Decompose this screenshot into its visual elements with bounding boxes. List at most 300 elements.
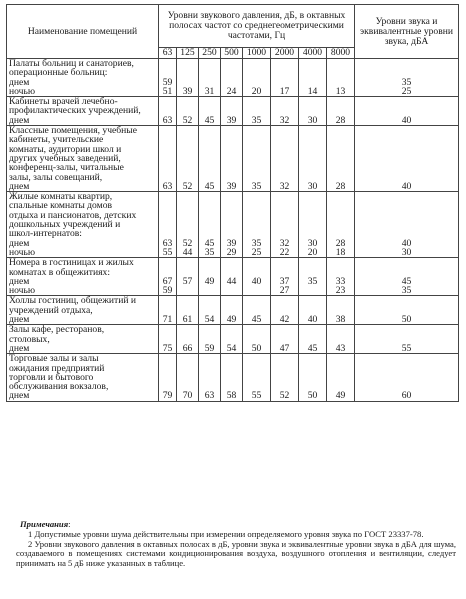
value (159, 145, 176, 154)
value (177, 364, 198, 373)
value (177, 373, 198, 382)
value (327, 335, 354, 344)
value (221, 296, 242, 305)
value (177, 154, 198, 163)
spl-cell (159, 325, 177, 354)
value: 52 (182, 238, 193, 248)
room-name-line: днем (9, 181, 30, 192)
value (199, 258, 220, 267)
value (327, 296, 354, 305)
spl-cell (299, 59, 327, 97)
notes-section (16, 520, 456, 569)
value (355, 154, 458, 163)
value (327, 163, 354, 172)
room-name-line: Залы кафе, ресторанов, (9, 325, 105, 335)
value (271, 59, 298, 68)
value (271, 126, 298, 135)
value (355, 354, 458, 363)
value: 32 (279, 181, 290, 192)
spl-cell (299, 126, 327, 192)
room-name-line: конференц-залы, читальные (9, 163, 124, 173)
value (243, 126, 270, 135)
value: 79 (162, 391, 173, 401)
value (199, 154, 220, 163)
value (159, 229, 176, 238)
value (271, 135, 298, 144)
value (159, 97, 176, 106)
spl-cell (327, 126, 355, 192)
spl-cell (243, 59, 271, 97)
value (177, 306, 198, 315)
value (271, 97, 298, 106)
value (159, 173, 176, 182)
spl-cell (271, 296, 299, 325)
value (177, 268, 198, 277)
spl-cell (177, 192, 199, 258)
value: 45 (204, 181, 215, 192)
value (177, 211, 198, 220)
spl-cell (221, 59, 243, 97)
room-name-line: отдыха и пансионатов, детских (9, 210, 137, 221)
value (243, 296, 270, 305)
value: 27 (279, 286, 290, 296)
value (299, 78, 326, 87)
spl-cell (159, 354, 177, 401)
value: 39 (182, 86, 193, 97)
value (221, 229, 242, 238)
spl-cell (159, 126, 177, 192)
value: 14 (307, 86, 318, 97)
value: 50 (401, 315, 412, 325)
value: 54 (204, 315, 215, 325)
value: 39 (226, 181, 237, 192)
value (199, 373, 220, 382)
value (199, 229, 220, 238)
value (299, 145, 326, 154)
value (355, 173, 458, 182)
spl-cell (243, 325, 271, 354)
value (271, 68, 298, 77)
value (327, 154, 354, 163)
value: 25 (251, 247, 262, 258)
value (271, 154, 298, 163)
value (355, 201, 458, 210)
sound-level-cell (355, 258, 459, 296)
value: 54 (226, 343, 237, 354)
value (355, 220, 458, 229)
room-name-line: ожидания предприятий (9, 363, 105, 373)
room-name-cell (7, 126, 159, 192)
room-name-line: Холлы гостиниц, общежитий и (9, 296, 137, 306)
value: 55 (162, 247, 173, 258)
room-name-line: школ-интернатов: (9, 229, 82, 239)
spl-cell (177, 258, 199, 296)
value (243, 325, 270, 334)
spl-cell (177, 126, 199, 192)
table-row (7, 126, 459, 192)
value (299, 382, 326, 391)
value (355, 106, 458, 115)
value (199, 306, 220, 315)
value: 28 (335, 115, 346, 126)
value (199, 201, 220, 210)
spl-cell (243, 296, 271, 325)
value: 30 (307, 181, 318, 192)
spl-cell (299, 354, 327, 401)
room-name-cell (7, 59, 159, 97)
spl-cell (299, 258, 327, 296)
spl-cell (243, 126, 271, 192)
spl-cell (221, 192, 243, 258)
value: 49 (204, 276, 215, 287)
value (271, 78, 298, 87)
room-name-line: спальные комнаты домов (9, 201, 113, 211)
value (355, 211, 458, 220)
value (177, 78, 198, 87)
value: 40 (401, 115, 412, 126)
spl-cell (271, 126, 299, 192)
sound-level-cell (355, 325, 459, 354)
value: 20 (307, 247, 318, 258)
value (221, 97, 242, 106)
header-sound-level: Уровни звука и эквивалентные уровни звука, дБА (355, 5, 459, 59)
value (221, 306, 242, 315)
spl-cell (243, 258, 271, 296)
value: 45 (251, 315, 262, 325)
value: 42 (279, 315, 290, 325)
value (199, 286, 220, 295)
value (221, 201, 242, 210)
value (299, 211, 326, 220)
value (243, 354, 270, 363)
frequency-header-250: 250 (199, 48, 221, 59)
value (159, 220, 176, 229)
value (159, 126, 176, 135)
value (177, 296, 198, 305)
value (221, 373, 242, 382)
value (159, 135, 176, 144)
table-body (7, 59, 459, 402)
value (271, 306, 298, 315)
note-item-1: 1 Допустимые уровни шума действительны при измерении определяемого уровня звука по ГОСТ 23337-78. (28, 528, 424, 539)
table-row (7, 354, 459, 401)
value (243, 335, 270, 344)
value: 35 (401, 286, 412, 296)
spl-cell (299, 296, 327, 325)
spl-cell (271, 325, 299, 354)
value (355, 145, 458, 154)
value (159, 325, 176, 334)
value (221, 335, 242, 344)
value: 35 (307, 276, 318, 287)
spl-cell (243, 354, 271, 401)
value: 52 (182, 181, 193, 192)
value: 29 (226, 247, 237, 258)
value (199, 163, 220, 172)
room-name-cell (7, 97, 159, 126)
value: 50 (251, 343, 262, 354)
value: 28 (335, 181, 346, 192)
frequency-header-63: 63 (159, 48, 177, 59)
value: 47 (279, 343, 290, 354)
value: 35 (251, 115, 262, 126)
spl-cell (327, 296, 355, 325)
value (271, 258, 298, 267)
value: 44 (226, 276, 237, 287)
value (355, 59, 458, 68)
value (221, 126, 242, 135)
room-name-line: комнатах в общежитиях: (9, 267, 110, 277)
value (355, 325, 458, 334)
value: 18 (335, 247, 346, 258)
value (355, 229, 458, 238)
frequency-header-500: 500 (221, 48, 243, 59)
value: 75 (162, 343, 173, 354)
value (159, 68, 176, 77)
spl-cell (271, 97, 299, 126)
value (355, 296, 458, 305)
value (299, 201, 326, 210)
frequency-header-2000: 2000 (271, 48, 299, 59)
spl-cell (199, 97, 221, 126)
room-name-line: днем (9, 238, 30, 248)
value (243, 268, 270, 277)
value (199, 97, 220, 106)
room-name-line: Палаты больниц и санаториев, (9, 59, 134, 69)
value (199, 382, 220, 391)
value (299, 335, 326, 344)
value: 59 (162, 77, 173, 87)
value (271, 364, 298, 373)
value (271, 354, 298, 363)
value (299, 268, 326, 277)
value (243, 229, 270, 238)
value: 52 (182, 115, 193, 126)
value (199, 78, 220, 87)
value (221, 364, 242, 373)
value (221, 268, 242, 277)
value: 39 (226, 238, 237, 248)
room-name-line: днем (9, 77, 30, 87)
spl-cell (271, 192, 299, 258)
value: 63 (162, 238, 173, 248)
value (199, 68, 220, 77)
value (299, 135, 326, 144)
value (271, 211, 298, 220)
value (177, 258, 198, 267)
value (159, 382, 176, 391)
value (299, 296, 326, 305)
value (327, 325, 354, 334)
value: 32 (279, 238, 290, 248)
value (299, 364, 326, 373)
spl-cell (177, 97, 199, 126)
value (299, 286, 326, 295)
room-name-line: комнаты, аудитории школ и (9, 144, 122, 154)
value (299, 97, 326, 106)
value (299, 220, 326, 229)
value (159, 163, 176, 172)
spl-cell (221, 258, 243, 296)
value: 30 (307, 115, 318, 126)
value: 30 (307, 238, 318, 248)
value (177, 382, 198, 391)
value (177, 229, 198, 238)
table-row (7, 97, 459, 126)
room-name-line: дошкольных учреждений и (9, 220, 121, 230)
value (355, 135, 458, 144)
value: 61 (182, 315, 193, 325)
spl-cell (299, 192, 327, 258)
room-name-line: Жилые комнаты квартир, (9, 192, 113, 202)
value (177, 325, 198, 334)
value (327, 68, 354, 77)
sound-level-cell (355, 97, 459, 126)
value (327, 126, 354, 135)
value (221, 154, 242, 163)
value (177, 135, 198, 144)
value (243, 306, 270, 315)
value (243, 373, 270, 382)
value (243, 106, 270, 115)
value (177, 192, 198, 201)
value: 38 (335, 315, 346, 325)
spl-cell (327, 59, 355, 97)
spl-cell (271, 258, 299, 296)
room-name-line: днем (9, 391, 30, 401)
value: 67 (162, 276, 173, 287)
value: 40 (307, 315, 318, 325)
value (221, 211, 242, 220)
value (299, 192, 326, 201)
value (299, 154, 326, 163)
table-row (7, 325, 459, 354)
value (221, 68, 242, 77)
value (221, 220, 242, 229)
room-name-line: днем (9, 343, 30, 354)
spl-cell (199, 192, 221, 258)
value (159, 106, 176, 115)
header-room-name: Наименование помещений (7, 5, 159, 59)
value (271, 106, 298, 115)
value (355, 382, 458, 391)
sound-level-cell (355, 354, 459, 401)
value (327, 364, 354, 373)
sound-level-cell (355, 126, 459, 192)
value: 39 (226, 115, 237, 126)
frequency-header-1000: 1000 (243, 48, 271, 59)
value: 23 (335, 286, 346, 296)
value (221, 354, 242, 363)
frequency-header-4000: 4000 (299, 48, 327, 59)
room-name-line: Классные помещения, учебные (9, 126, 137, 136)
value (199, 192, 220, 201)
spl-cell (327, 192, 355, 258)
value (355, 68, 458, 77)
value (299, 173, 326, 182)
value: 31 (204, 86, 215, 97)
value (221, 106, 242, 115)
value (221, 382, 242, 391)
value (327, 268, 354, 277)
value (243, 163, 270, 172)
value: 40 (251, 276, 262, 287)
value: 63 (162, 115, 173, 126)
value (243, 154, 270, 163)
value: 45 (204, 115, 215, 126)
room-name-cell (7, 325, 159, 354)
value (327, 145, 354, 154)
value (355, 126, 458, 135)
value: 40 (401, 238, 412, 248)
value (243, 135, 270, 144)
value (243, 220, 270, 229)
value: 17 (279, 86, 290, 97)
value (271, 201, 298, 210)
value: 58 (226, 391, 237, 401)
value: 37 (279, 276, 290, 287)
notes-title: Примечания (20, 519, 69, 529)
spl-cell (243, 192, 271, 258)
value (177, 59, 198, 68)
room-name-line: других учебных заведений, (9, 153, 121, 164)
value (299, 325, 326, 334)
spl-cell (221, 354, 243, 401)
value: 66 (182, 343, 193, 354)
value (221, 78, 242, 87)
value (299, 306, 326, 315)
value (299, 163, 326, 172)
value (177, 106, 198, 115)
table-row (7, 296, 459, 325)
value (177, 286, 198, 295)
spl-cell (177, 59, 199, 97)
spl-cell (221, 126, 243, 192)
value (243, 78, 270, 87)
value (159, 335, 176, 344)
value: 28 (335, 238, 346, 248)
value (327, 306, 354, 315)
value (355, 97, 458, 106)
value: 35 (401, 77, 412, 87)
value: 59 (162, 286, 173, 296)
spl-cell (177, 354, 199, 401)
value: 57 (182, 276, 193, 287)
spl-cell (299, 325, 327, 354)
sound-level-cell (355, 59, 459, 97)
value: 52 (279, 391, 290, 401)
value (177, 97, 198, 106)
value: 63 (162, 181, 173, 192)
value (243, 258, 270, 267)
value (199, 173, 220, 182)
value (199, 59, 220, 68)
sound-level-cell (355, 192, 459, 258)
value (327, 135, 354, 144)
value (327, 373, 354, 382)
spl-cell (299, 97, 327, 126)
spl-cell (177, 296, 199, 325)
room-name-line: залы, залы совещаний, (9, 172, 103, 182)
value (221, 59, 242, 68)
value (271, 268, 298, 277)
value (327, 173, 354, 182)
value (159, 373, 176, 382)
value (327, 192, 354, 201)
value (177, 220, 198, 229)
value (271, 163, 298, 172)
value (299, 229, 326, 238)
